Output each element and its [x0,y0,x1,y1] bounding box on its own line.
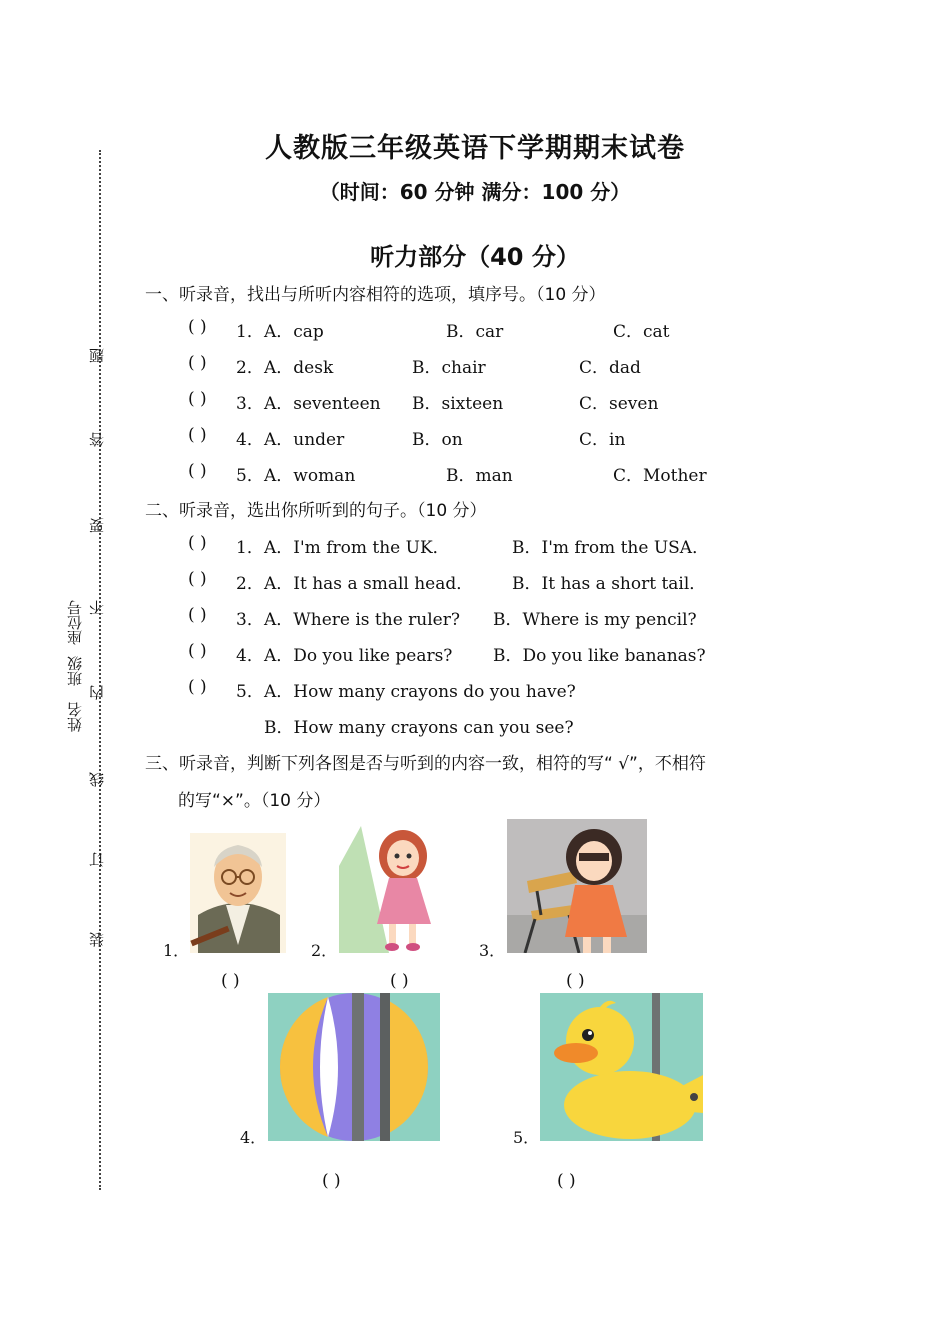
binding-word-2: 订 [88,852,106,867]
answer-blank[interactable]: ( ) [188,317,207,337]
question-number: 5． [236,682,264,702]
option-b: B．chair [412,358,486,378]
binding-word-1: 装 [88,932,106,947]
option-a: A．under [264,430,345,450]
part3-heading-cont: 的写“×”。（10 分） [178,791,331,811]
binding-dotted-line [99,150,101,1190]
part2-row [0,677,950,701]
option-a: A．Where is the ruler? [264,610,460,630]
answer-blank[interactable]: ( ) [221,971,240,991]
answer-blank[interactable]: ( ) [566,971,585,991]
part2-row [0,569,950,593]
answer-blank[interactable]: ( ) [188,533,207,553]
option-c: C．Mother [613,466,707,486]
question-number: 3． [236,394,264,414]
field-seat[interactable]: 座位号 [66,600,84,645]
part2-row [0,533,950,557]
answer-blank[interactable]: ( ) [390,971,409,991]
option-a: A．Do you like pears? [264,646,453,666]
picture-label: 2． [311,941,338,960]
exam-info: （时间：60 分钟 满分：100 分） [319,180,631,204]
answer-blank[interactable]: ( ) [188,641,207,661]
part3-heading: 三、听录音，判断下列各图是否与听到的内容一致，相符的写“ √”，不相符 [145,754,706,774]
option-b: B．car [446,322,504,342]
option-a: A．woman [264,466,356,486]
binding-word-3: 线 [88,772,106,787]
binding-word-4: 内 [88,685,106,700]
page-title: 人教版三年级英语下学期期末试卷 [265,133,685,164]
answer-blank[interactable]: ( ) [188,353,207,373]
option-b: B．sixteen [412,394,504,414]
binding-word-8: 题 [88,348,106,363]
question-number: 5． [236,466,264,486]
answer-blank[interactable]: ( ) [188,605,207,625]
option-c: C．cat [613,322,670,342]
binding-word-7: 答 [88,432,106,447]
answer-blank[interactable]: ( ) [188,425,207,445]
part2-row [0,605,950,629]
option-a: A．I'm from the UK． [264,538,450,558]
part1-row [0,317,950,341]
part2-row-continued [0,713,950,737]
picture-label: 4． [240,1128,267,1147]
answer-blank[interactable]: ( ) [188,677,207,697]
option-b: B．on [412,430,463,450]
option-b: B．It has a short tail． [512,574,707,594]
picture-label: 3． [479,941,506,960]
answer-blank[interactable]: ( ) [322,1171,341,1191]
question-number: 1． [236,322,264,342]
option-c: C．in [579,430,626,450]
part2-row [0,641,950,665]
option-b: B．Do you like bananas? [493,646,706,666]
option-a: A．desk [264,358,334,378]
answer-blank[interactable]: ( ) [188,461,207,481]
binding-word-6: 要 [88,518,106,533]
part2-heading: 二、听录音，选出你所听到的句子。（10 分） [145,501,487,521]
part1-row [0,389,950,413]
picture-girl-pink-dress [339,826,462,953]
option-b: B．How many crayons can you see? [264,718,574,738]
picture-ball [268,993,440,1141]
picture-duck [540,993,703,1141]
option-a: A．cap [264,322,324,342]
picture-label: 1． [163,941,190,960]
question-number: 2． [236,358,264,378]
option-c: C．dad [579,358,641,378]
question-number: 2． [236,574,264,594]
option-b: B．man [446,466,513,486]
option-a: A．seventeen [264,394,381,414]
question-number: 3． [236,610,264,630]
picture-grandpa [190,833,286,953]
part1-row [0,461,950,485]
part1-row [0,425,950,449]
part1-heading: 一、听录音，找出与所听内容相符的选项，填序号。（10 分） [145,285,606,305]
option-a: A．It has a small head． [264,574,474,594]
part1-row [0,353,950,377]
answer-blank[interactable]: ( ) [188,569,207,589]
option-a: A．How many crayons do you have? [264,682,576,702]
section-title: 听力部分（40 分） [370,243,580,271]
answer-blank[interactable]: ( ) [557,1171,576,1191]
picture-label: 5． [513,1128,540,1147]
picture-girl-with-chair [507,819,647,953]
option-c: C．seven [579,394,659,414]
option-b: B．I'm from the USA． [512,538,710,558]
option-b: B．Where is my pencil? [493,610,697,630]
question-number: 4． [236,646,264,666]
answer-blank[interactable]: ( ) [188,389,207,409]
question-number: 4． [236,430,264,450]
question-number: 1． [236,538,264,558]
field-name[interactable]: 姓名 [66,702,84,732]
binding-word-5: 不 [88,600,106,615]
field-class[interactable]: 班级 [66,656,84,686]
